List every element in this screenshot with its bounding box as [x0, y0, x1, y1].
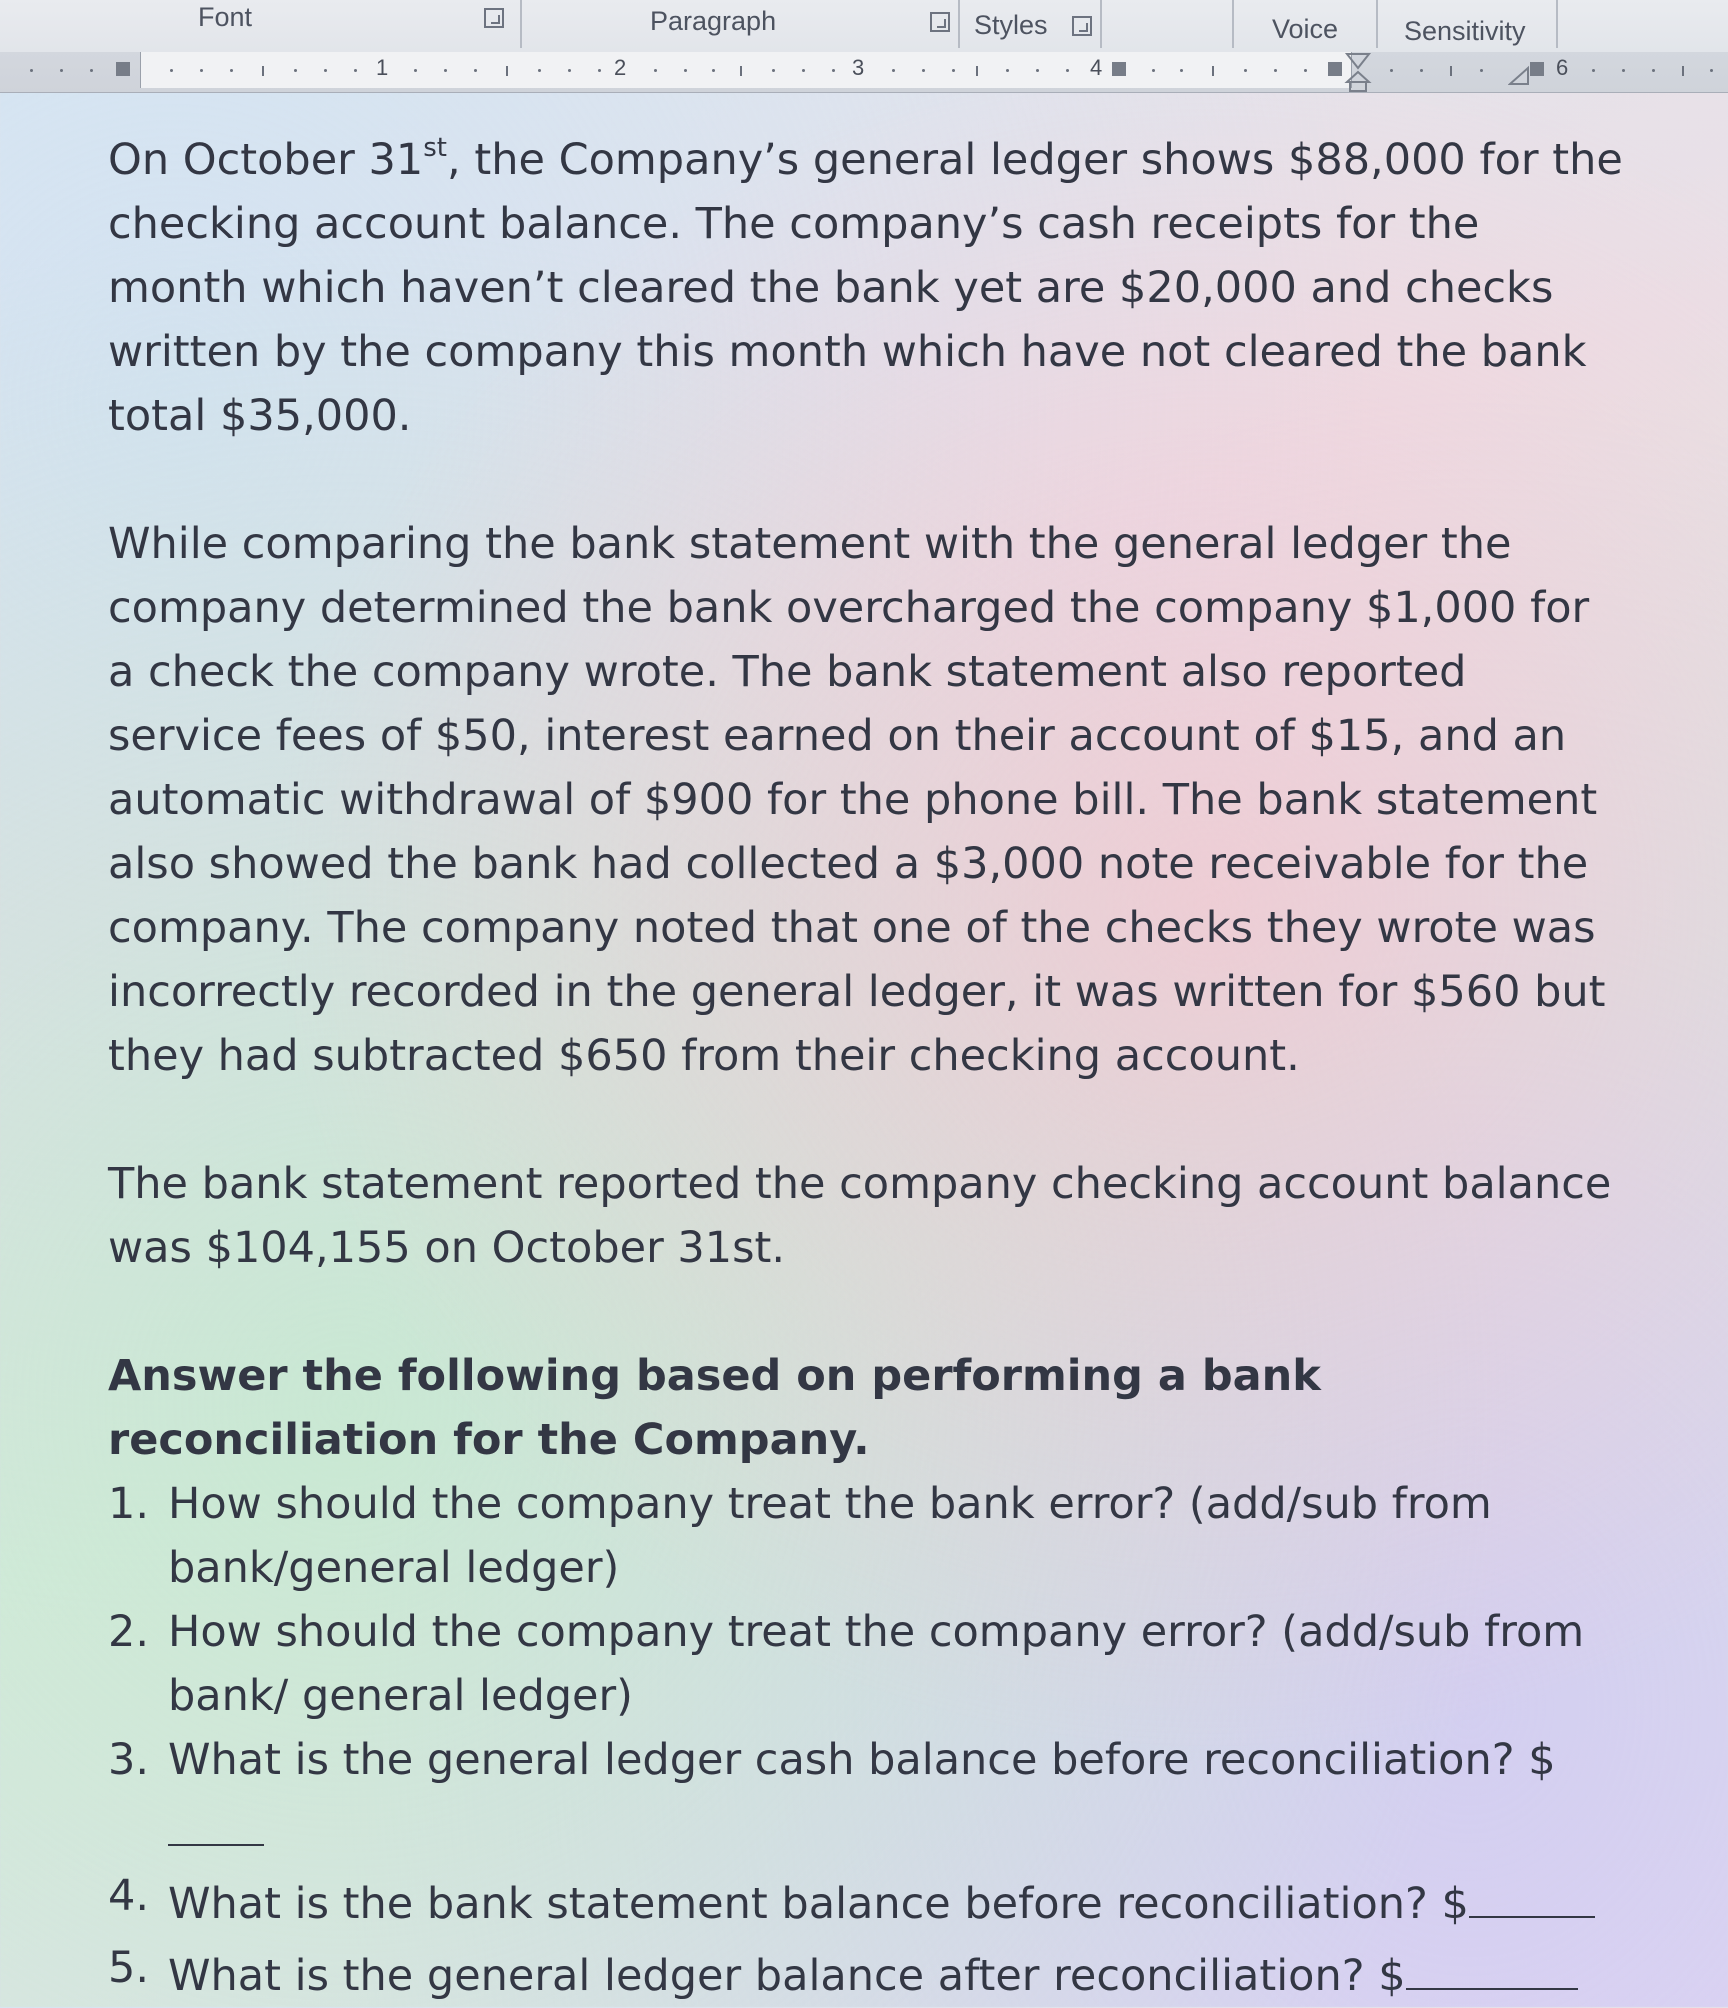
- horizontal-ruler[interactable]: [0, 52, 1728, 93]
- ruler-dot: [414, 69, 417, 72]
- question-number: 5.: [108, 1943, 150, 1993]
- ruler-dot: [230, 69, 233, 72]
- question-number: 1.: [108, 1479, 150, 1529]
- ruler-dot: [1274, 69, 1277, 72]
- question-item: [108, 1472, 1628, 1600]
- paragraph-ledger-balance: [108, 128, 1628, 448]
- ruler-tick: [262, 66, 264, 76]
- question-text: What is the general ledger balance after reconciliation? $: [168, 1951, 1406, 2001]
- ruler-dot: [1036, 69, 1039, 72]
- sensitivity-group-label: Sensitivity: [1404, 16, 1526, 46]
- ruler-dot: [294, 69, 297, 72]
- ruler-tick: [740, 66, 742, 76]
- hanging-indent-marker-icon[interactable]: [1508, 64, 1530, 86]
- voice-group-label: Voice: [1272, 14, 1339, 44]
- group-separator: [1556, 0, 1558, 48]
- ruler-dot: [1152, 69, 1155, 72]
- ruler-dot: [1420, 69, 1423, 72]
- document-body[interactable]: [108, 128, 1628, 2008]
- ruler-dot: [30, 69, 33, 72]
- ruler-dot: [1480, 69, 1483, 72]
- ruler-dot: [1180, 69, 1183, 72]
- question-text: How should the company treat the bank error? (add/sub from bank/general ledger): [168, 1479, 1492, 1593]
- question-number: 3.: [108, 1735, 150, 1785]
- ruler-dot: [802, 69, 805, 72]
- ruler-dot: [568, 69, 571, 72]
- ruler-dot: [684, 69, 687, 72]
- ruler-dot: [200, 69, 203, 72]
- styles-dialog-launcher-icon[interactable]: [1072, 16, 1092, 36]
- question-text: What is the general ledger cash balance before reconciliation? $: [168, 1735, 1556, 1785]
- ruler-tick: [1212, 66, 1214, 76]
- question-item: [108, 1728, 1628, 1864]
- group-separator: [958, 0, 960, 48]
- ruler-tick: [1450, 66, 1452, 76]
- question-item: [108, 1600, 1628, 1728]
- paragraph-dialog-launcher-icon[interactable]: [930, 12, 950, 32]
- answer-blank[interactable]: [1469, 1864, 1595, 1918]
- font-dialog-launcher-icon[interactable]: [484, 8, 504, 28]
- group-separator: [1100, 0, 1102, 48]
- ruler-dot: [170, 69, 173, 72]
- ruler-dot: [90, 69, 93, 72]
- ruler-number-1: 1: [376, 55, 389, 80]
- ruler-number-6: 6: [1556, 55, 1569, 80]
- ruler-tick: [506, 66, 508, 76]
- questions-list: [108, 1472, 1628, 2008]
- right-indent-marker-icon[interactable]: [1344, 52, 1372, 92]
- ruler-dot: [1622, 69, 1625, 72]
- answer-blank[interactable]: [168, 1792, 264, 1846]
- ruler-dot: [1592, 69, 1595, 72]
- ruler-tick: [1682, 66, 1684, 76]
- question-text: What is the bank statement balance before reconciliation? $: [168, 1879, 1469, 1929]
- paragraph-bank-comparison: While comparing the bank statement with the general ledger the company determined the bank overcharged the company $1,000 for a check the company wrote. The bank statement also reported service fees of $50, interest earned on their account of $15, and an automatic withdrawal of $900 for the phone bill. The bank statement also showed the bank had collected a $3,000 note receivable for the company. The company noted that one of the checks they wrote was incorrectly recorded in the general ledger, it was written for $560 but they had subtracted $650 from their checking account.: [108, 519, 1606, 1081]
- question-item: [108, 1936, 1628, 2008]
- ruler-dot: [832, 69, 835, 72]
- para1-superscript: st: [423, 133, 447, 163]
- paragraph-bank-balance: The bank statement reported the company checking account balance was $104,155 on October 31st.: [108, 1159, 1612, 1273]
- left-tab-stop-icon[interactable]: [116, 62, 130, 76]
- question-number: 2.: [108, 1607, 150, 1657]
- group-separator: [520, 0, 522, 48]
- ruler-dot: [922, 69, 925, 72]
- ruler-dot: [1710, 69, 1713, 72]
- answer-blank[interactable]: [1406, 1936, 1578, 1990]
- tab-stop-icon[interactable]: [1530, 62, 1544, 76]
- paragraph-group-label: Paragraph: [650, 6, 777, 36]
- question-text: How should the company treat the company error? (add/sub from bank/ general ledger): [168, 1607, 1585, 1721]
- ruler-dot: [1244, 69, 1247, 72]
- ruler-dot: [444, 69, 447, 72]
- ruler-dot: [598, 69, 601, 72]
- ruler-number-3: 3: [852, 55, 865, 80]
- para1-text-rest: , the Company’s general ledger shows $88,000 for the checking account balance. The company’s cash receipts for the month which haven’t cleared the bank yet are $20,000 and checks written by the company this month which have not cleared the bank total $35,000.: [108, 135, 1623, 441]
- question-number: 4.: [108, 1871, 150, 1921]
- ruler-dot: [712, 69, 715, 72]
- questions-heading: Answer the following based on performing a bank reconciliation for the Company.: [108, 1351, 1321, 1465]
- ruler-dot: [538, 69, 541, 72]
- ruler-dot: [1652, 69, 1655, 72]
- ruler-number-2: 2: [614, 55, 627, 80]
- ruler-dot: [1006, 69, 1009, 72]
- ruler-dot: [1390, 69, 1393, 72]
- ruler-dot: [654, 69, 657, 72]
- styles-group-label: Styles: [974, 10, 1048, 40]
- ruler-dot: [892, 69, 895, 72]
- ruler-dot: [324, 69, 327, 72]
- ruler-dot: [772, 69, 775, 72]
- ruler-dot: [1066, 69, 1069, 72]
- group-separator: [1376, 0, 1378, 48]
- ruler-tick: [976, 66, 978, 76]
- para1-text-start: On October 31: [108, 135, 424, 185]
- question-item: [108, 1864, 1628, 1936]
- group-separator: [1232, 0, 1234, 48]
- ruler-dot: [952, 69, 955, 72]
- ruler-number-4: 4: [1090, 55, 1103, 80]
- ribbon-group-labels: [0, 0, 1728, 53]
- tab-stop-icon[interactable]: [1328, 62, 1342, 76]
- ruler-dot: [474, 69, 477, 72]
- font-group-label: Font: [198, 2, 253, 32]
- ruler-dot: [354, 69, 357, 72]
- ruler-dot: [1304, 69, 1307, 72]
- tab-stop-icon[interactable]: [1112, 62, 1126, 76]
- ruler-dot: [60, 69, 63, 72]
- ruler-track[interactable]: [140, 52, 1352, 88]
